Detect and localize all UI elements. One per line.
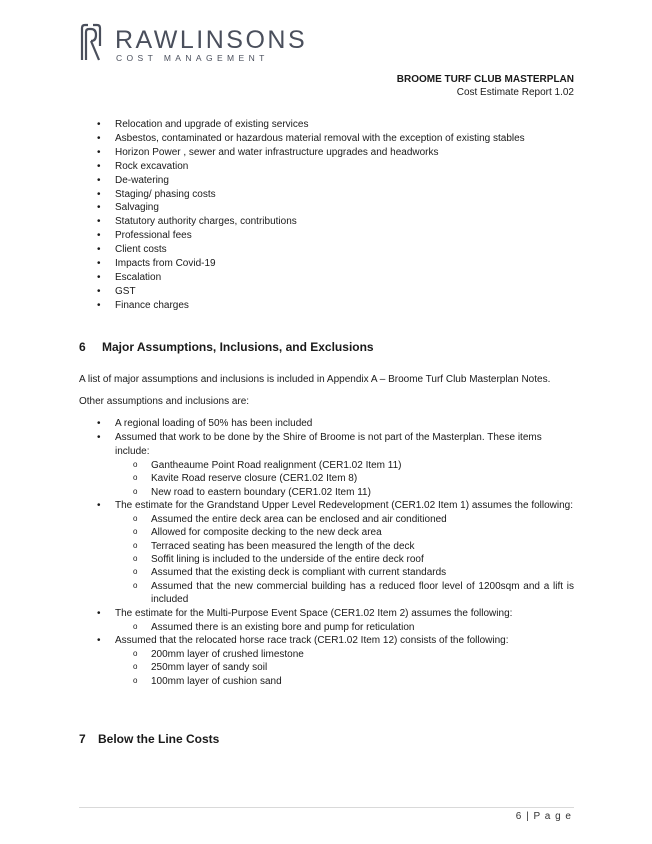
sub-list-item: o 100mm layer of cushion sand [115,675,574,688]
rawlinsons-logo-icon [79,22,103,62]
list-item: • Impacts from Covid-19 [79,257,574,271]
list-item: • Professional fees [79,229,574,243]
section-6-heading [79,340,374,354]
footer-divider [79,807,574,808]
list-item-text: Assumed that the relocated horse race track (CER1.02 Item 12) consists of the following: [115,635,509,646]
report-header [397,73,574,99]
company-logo [79,22,309,66]
sub-list-item: o 250mm layer of sandy soil [115,661,574,674]
list-item: • Rock excavation [79,160,574,174]
list-item: • De-watering [79,174,574,188]
list-item-text: Assumed that work to be done by the Shire of Broome is not part of the Masterplan. These items include: [115,431,542,457]
assumptions-list [79,417,574,688]
list-item-text: A regional loading of 50% has been included [115,418,313,429]
list-item: • Client costs [79,243,574,257]
page-number: 6 | P a g e [515,811,572,822]
sub-list-item: o Gantheaume Point Road realignment (CER1.02 Item 11) [115,459,574,472]
list-item: • Horizon Power , sewer and water infrastructure upgrades and headworks [79,146,574,160]
list-item: • Salvaging [79,201,574,215]
sub-list [115,621,574,634]
sub-list [115,459,574,499]
sub-list-item: o Kavite Road reserve closure (CER1.02 Item 8) [115,472,574,485]
sub-list-item: o 200mm layer of crushed limestone [115,648,574,661]
exclusions-list [79,118,574,313]
list-item: • Asbestos, contaminated or hazardous material removal with the exception of existing stables [79,132,574,146]
list-item-text: The estimate for the Multi-Purpose Event Space (CER1.02 Item 2) assumes the following: [115,607,513,619]
list-item [79,634,574,688]
list-item [79,417,574,431]
sub-list-item: o New road to eastern boundary (CER1.02 Item 11) [115,486,574,499]
sub-list-item: o Soffit lining is included to the underside of the entire deck roof [115,553,574,566]
list-item-text: The estimate for the Grandstand Upper Level Redevelopment (CER1.02 Item 1) assumes the following: [115,499,574,511]
sub-list-item: o Assumed there is an existing bore and pump for reticulation [115,621,574,634]
logo-subtitle: COST MANAGEMENT [116,53,269,63]
logo-name: RAWLINSONS [115,26,308,54]
report-subtitle: Cost Estimate Report 1.02 [456,87,574,98]
list-item [79,607,574,634]
section-title: Below the Line Costs [98,732,220,746]
sub-list-item: o Assumed that the existing deck is compliant with current standards [115,566,574,579]
list-item: • Statutory authority charges, contributions [79,215,574,229]
section-title: Major Assumptions, Inclusions, and Exclusions [102,340,374,354]
appendix-reference-paragraph: A list of major assumptions and inclusions is included in Appendix A – Broome Turf Club Masterplan Notes. [79,374,551,385]
list-item: • Finance charges [79,299,574,313]
sub-list [115,648,574,688]
sub-list-item: o Assumed the entire deck area can be enclosed and air conditioned [115,513,574,526]
list-item: • Staging/ phasing costs [79,188,574,202]
list-item: • GST [79,285,574,299]
report-title: BROOME TURF CLUB MASTERPLAN [396,74,574,85]
other-assumptions-intro: Other assumptions and inclusions are: [79,396,250,407]
sub-list [115,513,574,607]
sub-list-item: o Terraced seating has been measured the length of the deck [115,540,574,553]
list-item [79,431,574,499]
section-number: 7 [79,732,86,746]
section-7-heading [79,732,219,746]
list-item [79,499,574,607]
section-number: 6 [79,340,86,354]
sub-list-item: o Assumed that the new commercial building has a reduced floor level of 1200sqm and a lift is included [115,580,574,607]
list-item: • Relocation and upgrade of existing services [79,118,574,132]
list-item: • Escalation [79,271,574,285]
sub-list-item: o Allowed for composite decking to the new deck area [115,526,574,539]
